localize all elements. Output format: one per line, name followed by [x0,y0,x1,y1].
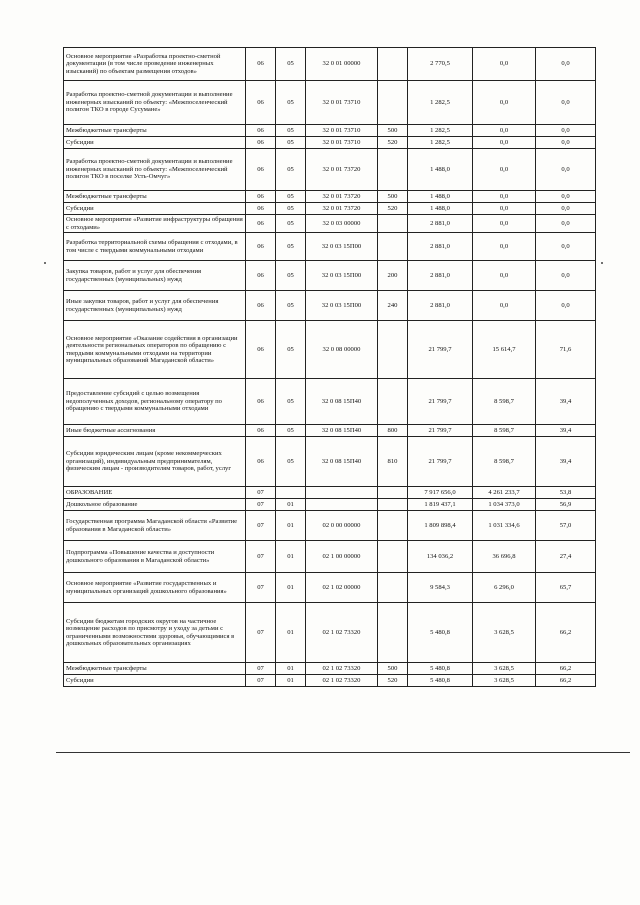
actual-amount-cell: 3 628,5 [473,603,536,663]
actual-amount-cell: 3 628,5 [473,675,536,687]
subsection-code-cell: 05 [276,137,306,149]
subsection-code-cell: 01 [276,573,306,603]
subsection-code-cell: 05 [276,321,306,379]
expense-type-cell [378,215,408,233]
subsection-code-cell: 05 [276,261,306,291]
percent-cell: 53,8 [536,487,596,499]
table-row [64,541,596,573]
actual-amount-cell: 6 296,0 [473,573,536,603]
row-name-cell: Субсидии юридическим лицам (кроме некоммерческих организаций), индивидуальным предпринимателям, физическим лицам - производителям товаров, работ, услуг [64,437,246,487]
percent-cell: 0,0 [536,261,596,291]
subsection-code-cell: 05 [276,233,306,261]
section-code-cell: 06 [246,437,276,487]
plan-amount-cell: 1 282,5 [408,137,473,149]
section-code-cell: 06 [246,425,276,437]
table-row [64,137,596,149]
section-code-cell: 07 [246,487,276,499]
subsection-code-cell: 01 [276,663,306,675]
subsection-code-cell: 05 [276,291,306,321]
percent-cell: 0,0 [536,215,596,233]
percent-cell: 66,2 [536,675,596,687]
section-code-cell: 06 [246,125,276,137]
percent-cell: 57,0 [536,511,596,541]
target-article-cell: 32 0 08 15П40 [306,425,378,437]
percent-cell: 39,4 [536,425,596,437]
expense-type-cell: 520 [378,675,408,687]
scan-speck [601,262,603,264]
actual-amount-cell: 15 614,7 [473,321,536,379]
plan-amount-cell: 2 770,5 [408,48,473,81]
expense-type-cell [378,233,408,261]
target-article-cell: 02 1 00 00000 [306,541,378,573]
section-code-cell: 06 [246,191,276,203]
row-name-cell: Разработка проектно-сметной документации и выполнение инженерных изысканий по объекту: «Межпоселенческий полигон ТКО в городе Сусумане» [64,81,246,125]
subsection-code-cell: 05 [276,48,306,81]
subsection-code-cell [276,487,306,499]
row-name-cell: Закупка товаров, работ и услуг для обеспечения государственных (муниципальных) нужд [64,261,246,291]
actual-amount-cell: 0,0 [473,203,536,215]
table-row [64,511,596,541]
actual-amount-cell: 0,0 [473,48,536,81]
subsection-code-cell: 05 [276,425,306,437]
target-article-cell: 32 0 01 73710 [306,125,378,137]
section-code-cell: 06 [246,261,276,291]
plan-amount-cell: 2 881,0 [408,215,473,233]
row-name-cell: Иные бюджетные ассигнования [64,425,246,437]
percent-cell: 0,0 [536,203,596,215]
target-article-cell: 32 0 01 73710 [306,81,378,125]
percent-cell: 66,2 [536,663,596,675]
percent-cell: 27,4 [536,541,596,573]
plan-amount-cell: 1 488,0 [408,149,473,191]
row-name-cell: Подпрограмма «Повышение качества и доступности дошкольного образования в Магаданской области» [64,541,246,573]
percent-cell: 0,0 [536,125,596,137]
budget-table [63,47,596,687]
target-article-cell: 32 0 03 15П00 [306,261,378,291]
percent-cell: 65,7 [536,573,596,603]
expense-type-cell [378,499,408,511]
section-code-cell: 06 [246,379,276,425]
subsection-code-cell: 01 [276,511,306,541]
table-row [64,675,596,687]
table-row [64,437,596,487]
section-code-cell: 06 [246,203,276,215]
plan-amount-cell: 21 799,7 [408,321,473,379]
target-article-cell: 32 0 08 00000 [306,321,378,379]
plan-amount-cell: 1 809 898,4 [408,511,473,541]
expense-type-cell [378,541,408,573]
target-article-cell: 02 1 02 73320 [306,663,378,675]
plan-amount-cell: 1 282,5 [408,81,473,125]
actual-amount-cell: 36 696,8 [473,541,536,573]
target-article-cell: 32 0 08 15П40 [306,437,378,487]
subsection-code-cell: 01 [276,603,306,663]
plan-amount-cell: 21 799,7 [408,425,473,437]
percent-cell: 0,0 [536,48,596,81]
table-row [64,149,596,191]
subsection-code-cell: 01 [276,541,306,573]
percent-cell: 39,4 [536,437,596,487]
section-code-cell: 06 [246,291,276,321]
section-code-cell: 07 [246,663,276,675]
actual-amount-cell: 1 034 373,0 [473,499,536,511]
section-code-cell: 06 [246,48,276,81]
row-name-cell: Иные закупки товаров, работ и услуг для обеспечения государственных (муниципальных) нужд [64,291,246,321]
plan-amount-cell: 5 480,8 [408,603,473,663]
row-name-cell: Межбюджетные трансферты [64,191,246,203]
table-row [64,603,596,663]
table-row [64,261,596,291]
expense-type-cell [378,603,408,663]
table-row [64,48,596,81]
table-row [64,573,596,603]
plan-amount-cell: 1 488,0 [408,191,473,203]
table-row [64,203,596,215]
target-article-cell: 32 0 08 15П40 [306,379,378,425]
table-row [64,379,596,425]
subsection-code-cell: 05 [276,437,306,487]
expense-type-cell [378,573,408,603]
target-article-cell: 02 0 00 00000 [306,511,378,541]
subsection-code-cell: 05 [276,379,306,425]
subsection-code-cell: 05 [276,149,306,191]
expense-type-cell [378,379,408,425]
row-name-cell: Дошкольное образование [64,499,246,511]
expense-type-cell [378,48,408,81]
row-name-cell: Основное мероприятие «Развитие инфраструктуры обращения с отходами» [64,215,246,233]
row-name-cell: Субсидии [64,137,246,149]
percent-cell: 0,0 [536,81,596,125]
target-article-cell [306,487,378,499]
section-code-cell: 07 [246,499,276,511]
actual-amount-cell: 3 628,5 [473,663,536,675]
target-article-cell: 32 0 01 73720 [306,191,378,203]
row-name-cell: Межбюджетные трансферты [64,663,246,675]
section-code-cell: 07 [246,675,276,687]
expense-type-cell: 500 [378,663,408,675]
percent-cell: 0,0 [536,233,596,261]
expense-type-cell: 810 [378,437,408,487]
plan-amount-cell: 21 799,7 [408,437,473,487]
row-name-cell: Субсидии [64,203,246,215]
percent-cell: 71,6 [536,321,596,379]
plan-amount-cell: 1 488,0 [408,203,473,215]
actual-amount-cell: 0,0 [473,125,536,137]
subsection-code-cell: 05 [276,215,306,233]
actual-amount-cell: 0,0 [473,191,536,203]
row-name-cell: Субсидии бюджетам городских округов на частичное возмещение расходов по присмотру и уходу за детьми с ограниченными возможностями здоровья, обучающимися в дошкольных образовательных организациях [64,603,246,663]
subsection-code-cell: 05 [276,203,306,215]
expense-type-cell [378,511,408,541]
expense-type-cell: 800 [378,425,408,437]
row-name-cell: ОБРАЗОВАНИЕ [64,487,246,499]
section-code-cell: 06 [246,233,276,261]
subsection-code-cell: 05 [276,81,306,125]
row-name-cell: Государственная программа Магаданской области «Развитие образования в Магаданской области» [64,511,246,541]
plan-amount-cell: 7 917 656,0 [408,487,473,499]
target-article-cell: 32 0 01 73710 [306,137,378,149]
percent-cell: 0,0 [536,191,596,203]
plan-amount-cell: 21 799,7 [408,379,473,425]
table-row [64,291,596,321]
actual-amount-cell: 8 598,7 [473,425,536,437]
plan-amount-cell: 2 881,0 [408,261,473,291]
expense-type-cell: 500 [378,191,408,203]
plan-amount-cell: 5 480,8 [408,663,473,675]
expense-type-cell: 240 [378,291,408,321]
section-code-cell: 07 [246,541,276,573]
actual-amount-cell: 1 031 334,6 [473,511,536,541]
plan-amount-cell: 134 036,2 [408,541,473,573]
section-code-cell: 06 [246,321,276,379]
section-code-cell: 06 [246,81,276,125]
section-code-cell: 07 [246,511,276,541]
table-row [64,191,596,203]
budget-table-body [64,48,596,687]
table-row [64,215,596,233]
expense-type-cell [378,81,408,125]
target-article-cell: 02 1 02 73320 [306,603,378,663]
table-row [64,663,596,675]
row-name-cell: Основное мероприятие «Разработка проектно-сметной документации (в том числе проведение инженерных изысканий) по объектам размещения отходов» [64,48,246,81]
target-article-cell: 32 0 03 15П00 [306,233,378,261]
bottom-rule [56,752,630,753]
plan-amount-cell: 9 584,3 [408,573,473,603]
expense-type-cell [378,487,408,499]
row-name-cell: Межбюджетные трансферты [64,125,246,137]
scan-speck [44,262,46,264]
expense-type-cell: 520 [378,137,408,149]
expense-type-cell [378,149,408,191]
actual-amount-cell: 4 261 233,7 [473,487,536,499]
table-row [64,425,596,437]
target-article-cell: 32 0 01 73720 [306,203,378,215]
actual-amount-cell: 0,0 [473,261,536,291]
plan-amount-cell: 1 819 437,1 [408,499,473,511]
actual-amount-cell: 0,0 [473,149,536,191]
table-row [64,81,596,125]
target-article-cell [306,499,378,511]
table-row [64,125,596,137]
target-article-cell: 02 1 02 00000 [306,573,378,603]
section-code-cell: 06 [246,149,276,191]
target-article-cell: 32 0 01 73720 [306,149,378,191]
row-name-cell: Предоставление субсидий с целью возмещения недополученных доходов, региональному оператору по обращению с твердыми коммунальными отходами [64,379,246,425]
target-article-cell: 32 0 01 00000 [306,48,378,81]
table-row [64,233,596,261]
table-row [64,499,596,511]
section-code-cell: 06 [246,215,276,233]
row-name-cell: Разработка проектно-сметной документации и выполнение инженерных изысканий по объекту: «Межпоселенческий полигон ТКО в поселке Усть-Омчуг» [64,149,246,191]
percent-cell: 39,4 [536,379,596,425]
actual-amount-cell: 0,0 [473,81,536,125]
target-article-cell: 32 0 03 00000 [306,215,378,233]
table-row [64,487,596,499]
subsection-code-cell: 05 [276,125,306,137]
percent-cell: 0,0 [536,149,596,191]
percent-cell: 0,0 [536,137,596,149]
target-article-cell: 32 0 03 15П00 [306,291,378,321]
subsection-code-cell: 05 [276,191,306,203]
percent-cell: 66,2 [536,603,596,663]
row-name-cell: Основное мероприятие «Оказание содействия в организации деятельности региональных операторов по обращению с твердыми коммунальными отходами на территории муниципальных образований Магаданской области» [64,321,246,379]
percent-cell: 0,0 [536,291,596,321]
subsection-code-cell: 01 [276,675,306,687]
subsection-code-cell: 01 [276,499,306,511]
expense-type-cell [378,321,408,379]
plan-amount-cell: 2 881,0 [408,233,473,261]
expense-type-cell: 500 [378,125,408,137]
row-name-cell: Основное мероприятие «Развитие государственных и муниципальных организаций дошкольного образования» [64,573,246,603]
section-code-cell: 07 [246,603,276,663]
actual-amount-cell: 0,0 [473,233,536,261]
expense-type-cell: 520 [378,203,408,215]
target-article-cell: 02 1 02 73320 [306,675,378,687]
table-row [64,321,596,379]
actual-amount-cell: 0,0 [473,137,536,149]
actual-amount-cell: 0,0 [473,215,536,233]
actual-amount-cell: 8 598,7 [473,379,536,425]
section-code-cell: 07 [246,573,276,603]
actual-amount-cell: 8 598,7 [473,437,536,487]
plan-amount-cell: 2 881,0 [408,291,473,321]
plan-amount-cell: 1 282,5 [408,125,473,137]
percent-cell: 56,9 [536,499,596,511]
section-code-cell: 06 [246,137,276,149]
expense-type-cell: 200 [378,261,408,291]
actual-amount-cell: 0,0 [473,291,536,321]
plan-amount-cell: 5 480,8 [408,675,473,687]
row-name-cell: Разработка территориальной схемы обращения с отходами, в том числе с твердыми коммунальными отходами [64,233,246,261]
row-name-cell: Субсидии [64,675,246,687]
